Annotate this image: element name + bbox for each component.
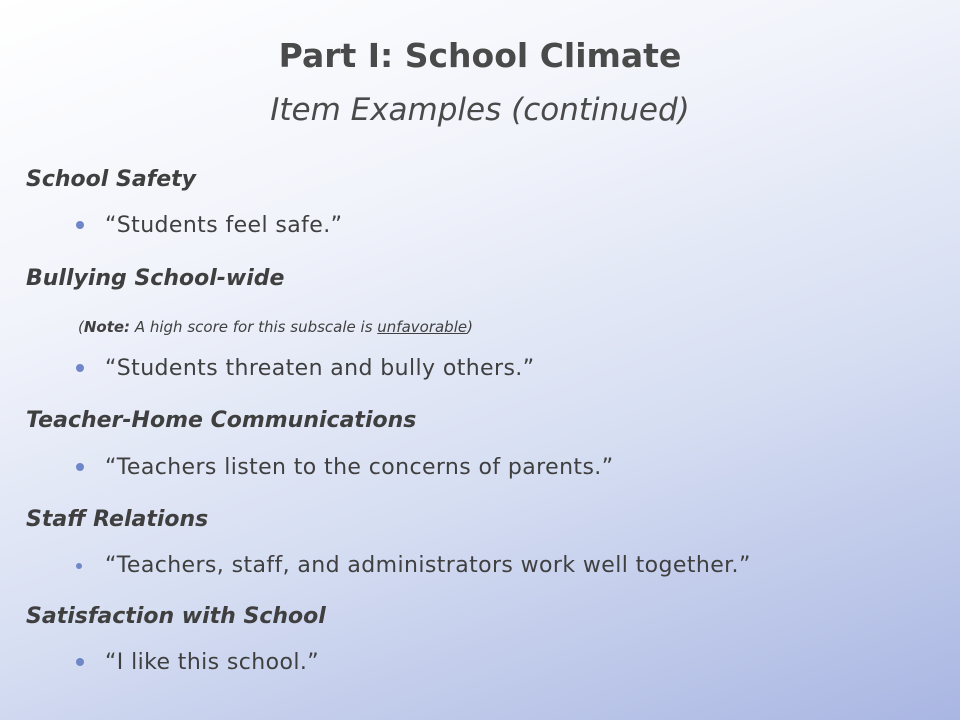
slide-subtitle: Item Examples (continued) <box>270 92 690 128</box>
note-text: A high score for this subscale is <box>130 318 378 336</box>
bullet-item-text: “Students feel safe.” <box>105 213 343 238</box>
bullet-icon <box>76 658 84 666</box>
note-close-paren: ) <box>467 318 473 336</box>
note-open-paren: ( <box>78 318 84 336</box>
bullet-icon <box>76 364 84 372</box>
note-emphasis: unfavorable <box>377 318 468 336</box>
bullet-item-text: “Teachers listen to the concerns of parents.” <box>105 455 614 480</box>
subscale-note <box>78 318 473 336</box>
section-heading-satisfaction: Satisfaction with School <box>26 604 326 629</box>
section-heading-school-safety: School Safety <box>26 167 197 192</box>
bullet-item-text: “Students threaten and bully others.” <box>105 356 535 381</box>
section-heading-teacher-home: Teacher-Home Communications <box>26 408 417 433</box>
bullet-item-text: “I like this school.” <box>105 650 320 675</box>
bullet-icon <box>76 221 84 229</box>
section-heading-staff-relations: Staff Relations <box>26 507 209 532</box>
slide-title: Part I: School Climate <box>278 36 682 75</box>
bullet-icon <box>76 563 82 569</box>
bullet-icon <box>76 463 84 471</box>
note-label: Note: <box>83 318 131 336</box>
section-heading-bullying: Bullying School-wide <box>26 266 285 291</box>
bullet-item-text: “Teachers, staff, and administrators work well together.” <box>105 553 751 578</box>
